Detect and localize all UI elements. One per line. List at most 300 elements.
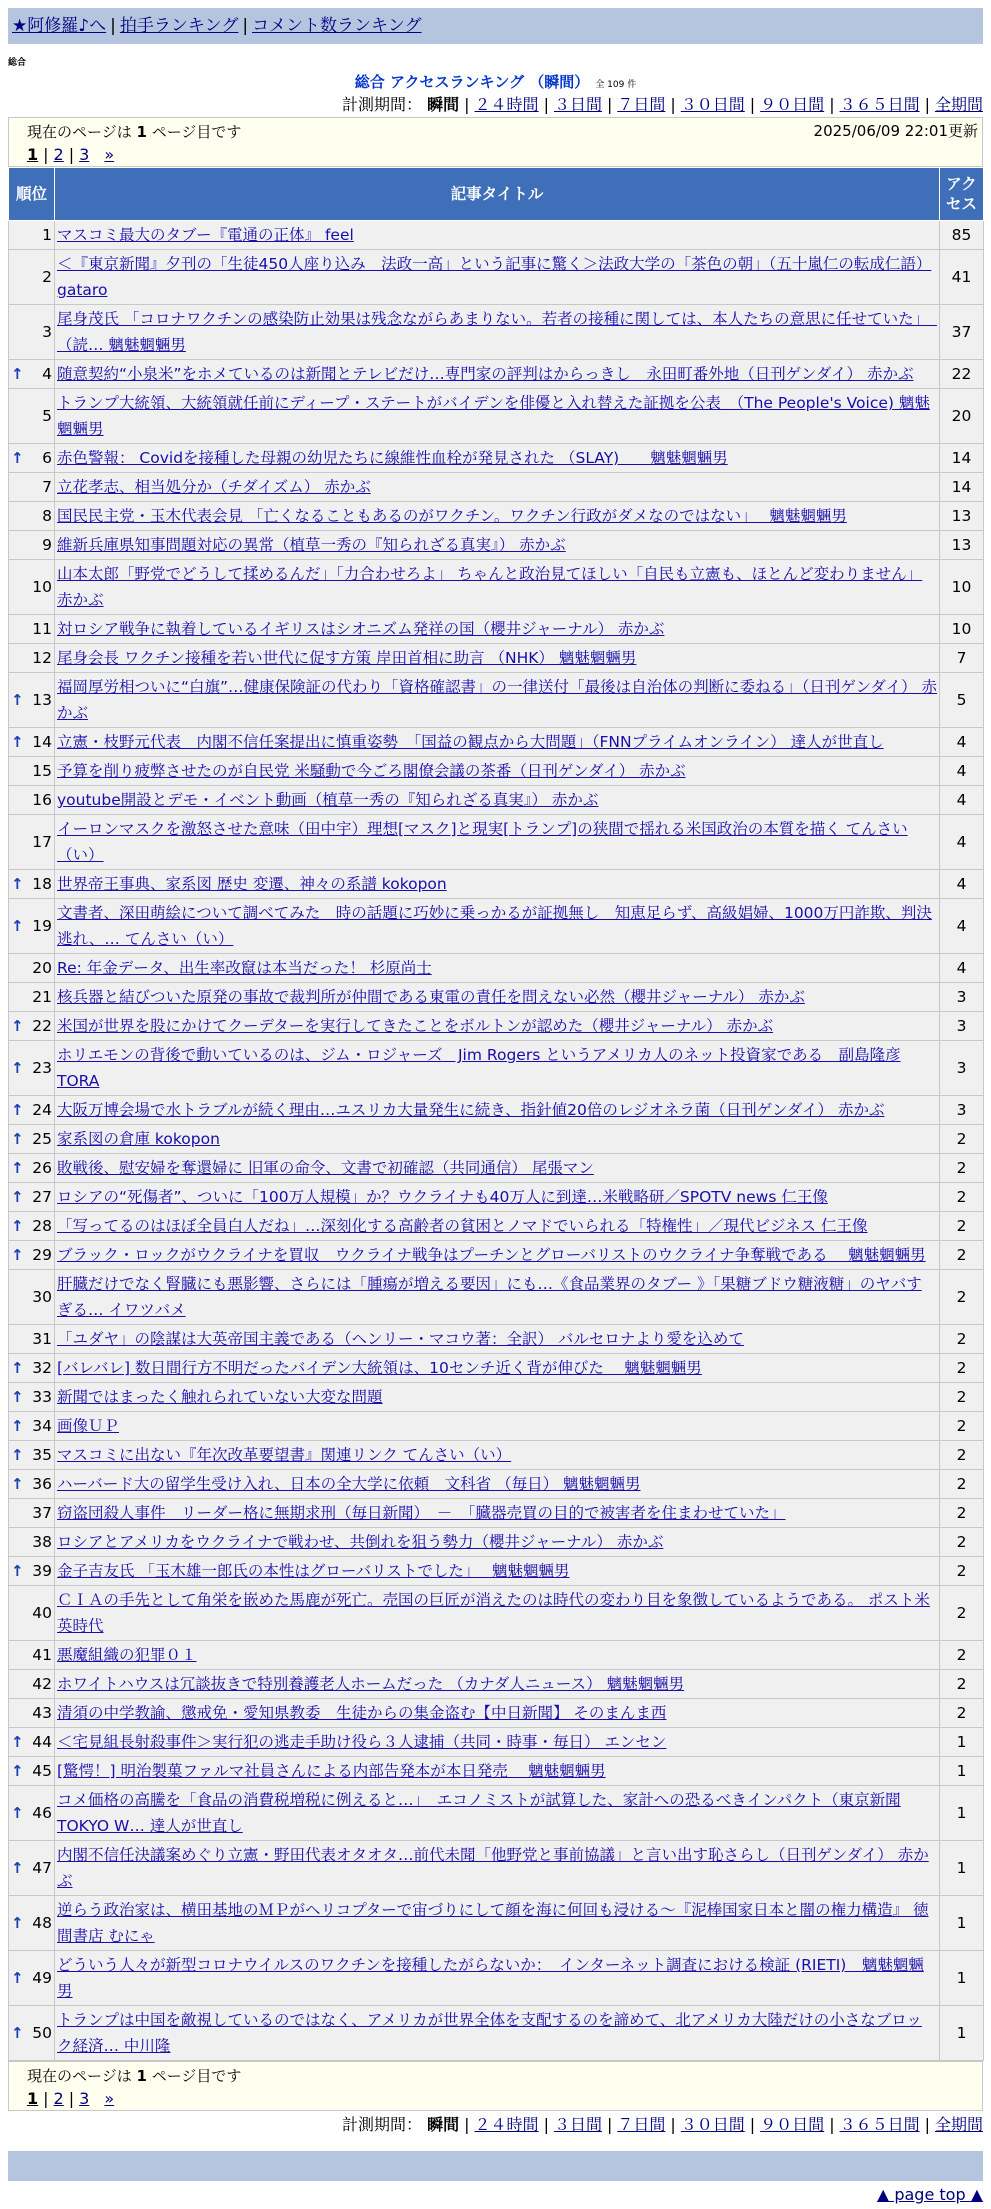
rank-number: 5 (42, 407, 52, 425)
access-count: 2 (940, 1412, 984, 1441)
rank-number: 21 (32, 988, 52, 1006)
rank-number: 23 (32, 1059, 52, 1077)
rank-up-arrow-icon: ↑ (11, 1188, 24, 1206)
table-row (9, 899, 984, 954)
table-row (9, 1499, 984, 1528)
article-link[interactable]: 文書者、深田萌絵について調べてみた 時の話題に巧妙に乗っかるが証拠無し 知恵足らず、高級娼婦、1000万円詐欺、判決逃れ、… てんさい（い） (57, 904, 932, 948)
title-cell (55, 1325, 940, 1354)
table-row (9, 473, 984, 502)
article-link[interactable]: ロシアとアメリカをウクライナで戦わせ、共倒れを狙う勢力（櫻井ジャーナル） 赤かぶ (57, 1533, 664, 1551)
period-365d[interactable]: ３６５日間 (839, 95, 920, 114)
nav-separator: | (242, 16, 249, 36)
top-nav (8, 8, 983, 44)
page-top-link[interactable]: ▲ page top ▲ (876, 2185, 983, 2204)
article-link[interactable]: 肝臓だけでなく腎臓にも悪影響、さらには「腫瘍が増える要因」にも…《食品業界のタブー 》「果糖ブドウ糖液糖」のヤバすぎる… イワツバメ (57, 1275, 922, 1319)
article-link[interactable]: イーロンマスクを激怒させた意味（田中宇）理想[マスク]と現実[トランプ]の狭間で揺れる米国政治の本質を描く てんさい（い） (57, 820, 908, 864)
rank-number: 12 (32, 649, 52, 667)
period-24h[interactable]: ２４時間 (474, 2115, 539, 2134)
table-row (9, 954, 984, 983)
rank-up-arrow-icon: ↑ (11, 1762, 24, 1780)
rank-cell (9, 473, 55, 502)
article-link[interactable]: 金子吉友氏 「玉木雄一郎氏の本性はグローバリストでした」 魑魅魍魎男 (57, 1562, 570, 1580)
rank-up-arrow-icon: ↑ (11, 1562, 24, 1580)
rank-number: 28 (32, 1217, 52, 1235)
article-link[interactable]: [驚愕！] 明治製菓ファルマ社員さんによる内部告発本が本日発売 魑魅魍魎男 (57, 1762, 606, 1780)
rank-number: 35 (32, 1446, 52, 1464)
title-cell (55, 1383, 940, 1412)
article-link[interactable]: 窃盗団殺人事件 リーダー格に無期求刑（毎日新聞） － 「臓器売買の目的で被害者を住まわせていた」 (57, 1504, 786, 1522)
access-count: 4 (940, 815, 984, 870)
period-all[interactable]: 全期間 (934, 95, 983, 114)
title-cell (55, 1786, 940, 1841)
table-row (9, 1441, 984, 1470)
article-link[interactable]: ホワイトハウスは冗談抜きで特別養護老人ホームだった （カナダ人ニュース） 魑魅魍魎男 (57, 1675, 685, 1693)
title-cell (55, 502, 940, 531)
rank-cell (9, 1183, 55, 1212)
article-link[interactable]: 随意契約“小泉米”をホメているのは新聞とテレビだけ…専門家の評判はからっきし 永田町番外地（日刊ゲンダイ） 赤かぶ (57, 365, 914, 383)
article-link[interactable]: 核兵器と結びついた原発の事故で裁判所が仲間である東電の責任を問えない必然（櫻井ジャーナル） 赤かぶ (57, 988, 805, 1006)
article-link[interactable]: ＜宅見組長射殺事件＞実行犯の逃走手助け役ら３人逮捕（共同・時事・毎日） エンセン (57, 1733, 667, 1751)
title-cell (55, 389, 940, 444)
table-header (9, 168, 984, 221)
title-cell (55, 1096, 940, 1125)
title-cell (55, 870, 940, 899)
comment-ranking-link[interactable]: コメント数ランキング (252, 16, 422, 36)
rank-number: 39 (32, 1562, 52, 1580)
table-row (9, 1154, 984, 1183)
title-cell (55, 444, 940, 473)
access-count: 2 (940, 1528, 984, 1557)
title-cell (55, 1354, 940, 1383)
rank-up-arrow-icon: ↑ (11, 1859, 24, 1877)
rank-cell (9, 644, 55, 673)
article-link[interactable]: 尾身会長 ワクチン接種を若い世代に促す方策 岸田首相に助言 （NHK） 魑魅魍魎男 (57, 649, 637, 667)
rank-cell (9, 360, 55, 389)
rank-number: 44 (32, 1733, 52, 1751)
period-all[interactable]: 全期間 (934, 2115, 983, 2134)
page-top-container (8, 2181, 983, 2209)
table-row (9, 1951, 984, 2006)
article-link[interactable]: 立花孝志、相当処分か（チダイズム） 赤かぶ (57, 478, 371, 496)
rank-number: 10 (32, 578, 52, 596)
article-link[interactable]: [バレバレ] 数日間行方不明だったバイデン大統領は、10センチ近く背が伸びた 魑魅魍魎男 (57, 1359, 702, 1377)
article-link[interactable]: マスコミ最大のタブー『電通の正体』 feel (57, 226, 354, 244)
article-link[interactable]: 悪魔組織の犯罪０１ (57, 1646, 197, 1664)
rank-cell (9, 444, 55, 473)
article-link[interactable]: ホリエモンの背後で動いているのは、ジム・ロジャーズ Jim Rogers というアメリカ人のネット投資家である 副島隆彦 TORA (57, 1046, 901, 1090)
table-row (9, 389, 984, 444)
access-count: 2 (940, 1383, 984, 1412)
rank-cell (9, 1241, 55, 1270)
rank-cell (9, 1557, 55, 1586)
rank-number: 1 (42, 226, 52, 244)
article-link[interactable]: 赤色警報： Covidを接種した母親の幼児たちに線維性血栓が発見された （SLAY) 魑魅魍魎男 (57, 449, 728, 467)
rank-cell (9, 728, 55, 757)
access-count: 3 (940, 983, 984, 1012)
access-count: 2 (940, 1557, 984, 1586)
table-row (9, 1757, 984, 1786)
table-row (9, 1383, 984, 1412)
rank-number: 49 (32, 1969, 52, 1987)
title-cell (55, 1586, 940, 1641)
rank-up-arrow-icon: ↑ (11, 1388, 24, 1406)
rank-cell (9, 1412, 55, 1441)
table-row (9, 615, 984, 644)
access-count: 2 (940, 1441, 984, 1470)
page-title (8, 71, 983, 93)
access-count: 41 (940, 250, 984, 305)
rank-number: 32 (32, 1359, 52, 1377)
rank-up-arrow-icon: ↑ (11, 2024, 24, 2042)
table-row (9, 1354, 984, 1383)
article-link[interactable]: ＜『東京新聞』夕刊の「生徒450人座り込み 法政一高」という記事に驚く＞法政大学の「茶色の朝」（五十嵐仁の転成仁語） gataro (57, 255, 932, 299)
access-count: 2 (940, 1670, 984, 1699)
table-row (9, 250, 984, 305)
title-cell (55, 954, 940, 983)
article-link[interactable]: 内閣不信任決議案めぐり立憲・野田代表オタオタ…前代未聞「他野党と事前協議」と言い出す恥さらし（日刊ゲンダイ） 赤かぶ (57, 1846, 929, 1890)
access-count: 1 (940, 2006, 984, 2061)
rank-cell (9, 1354, 55, 1383)
table-row (9, 560, 984, 615)
rank-cell (9, 1096, 55, 1125)
rank-number: 45 (32, 1762, 52, 1780)
article-link[interactable]: ロシアの“死傷者”、ついに「100万人規模」か？ウクライナも40万人に到達…米戦略研／SPOTV news 仁王像 (57, 1188, 828, 1206)
rank-up-arrow-icon: ↑ (11, 1130, 24, 1148)
title-cell (55, 473, 940, 502)
rank-number: 8 (42, 507, 52, 525)
article-link[interactable]: 米国が世界を股にかけてクーデターを実行してきたことをボルトンが認めた（櫻井ジャーナル） 赤かぶ (57, 1017, 774, 1035)
page-link-2[interactable]: 2 (53, 2089, 64, 2108)
access-count: 22 (940, 360, 984, 389)
article-link[interactable]: 維新兵庫県知事問題対応の異常（植草一秀の『知られざる真実』） 赤かぶ (57, 536, 566, 554)
article-link[interactable]: 「ユダヤ」の陰謀は大英帝国主義である（ヘンリー・マコウ著：全訳） バルセロナより愛を込めて (57, 1330, 744, 1348)
table-row (9, 1896, 984, 1951)
title-cell (55, 1699, 940, 1728)
rank-up-arrow-icon: ↑ (11, 1246, 24, 1264)
article-link[interactable]: 新聞ではまったく触れられていない大変な問題 (57, 1388, 383, 1406)
access-count: 2 (940, 1470, 984, 1499)
title-cell (55, 1441, 940, 1470)
rank-cell (9, 1041, 55, 1096)
title-cell (55, 673, 940, 728)
table-row (9, 2006, 984, 2061)
home-link[interactable]: ★阿修羅♪へ (12, 16, 107, 36)
title-cell (55, 1841, 940, 1896)
rank-number: 13 (32, 691, 52, 709)
article-link[interactable]: ハーバード大の留学生受け入れ、日本の全大学に依頼 文科省 （毎日） 魑魅魍魎男 (57, 1475, 641, 1493)
ranking-body (9, 221, 984, 2061)
rank-number: 11 (32, 620, 52, 638)
rank-cell (9, 560, 55, 615)
table-row (9, 1096, 984, 1125)
period-90d[interactable]: ９０日間 (760, 2115, 825, 2134)
access-count: 1 (940, 1757, 984, 1786)
rank-up-arrow-icon: ↑ (11, 1159, 24, 1177)
nav-separator: | (110, 16, 116, 36)
page (8, 8, 983, 2209)
period-3d[interactable]: ３日間 (553, 95, 602, 114)
pager-top (8, 117, 983, 167)
table-row (9, 673, 984, 728)
access-count: 20 (940, 389, 984, 444)
rank-cell (9, 615, 55, 644)
rank-up-arrow-icon: ↑ (11, 733, 24, 751)
rank-cell (9, 389, 55, 444)
header-title: 記事タイトル (55, 168, 940, 221)
rank-number: 41 (32, 1646, 52, 1664)
pager-bottom (8, 2061, 983, 2111)
rank-number: 37 (32, 1504, 52, 1522)
header-rank: 順位 (9, 168, 55, 221)
article-link[interactable]: 敗戦後、慰安婦を奪還婦に 旧軍の命令、文書で初確認（共同通信） 尾張マン (57, 1159, 594, 1177)
period-current: 瞬間 (427, 95, 460, 114)
table-row (9, 1270, 984, 1325)
rank-cell (9, 983, 55, 1012)
table-row (9, 502, 984, 531)
title-cell (55, 1412, 940, 1441)
footer-bar (8, 2151, 983, 2181)
rank-number: 42 (32, 1675, 52, 1693)
rank-up-arrow-icon: ↑ (11, 1359, 24, 1377)
period-current: 瞬間 (427, 2115, 460, 2134)
access-count: 2 (940, 1499, 984, 1528)
rank-up-arrow-icon: ↑ (11, 917, 24, 935)
rank-cell (9, 673, 55, 728)
access-count: 2 (940, 1325, 984, 1354)
access-count: 2 (940, 1212, 984, 1241)
rank-cell (9, 1699, 55, 1728)
header-access: アクセス (940, 168, 984, 221)
title-cell (55, 1212, 940, 1241)
rank-number: 3 (42, 323, 52, 341)
period-365d[interactable]: ３６５日間 (839, 2115, 920, 2134)
rank-cell (9, 1154, 55, 1183)
title-cell (55, 305, 940, 360)
article-link[interactable]: マスコミに出ない『年次改革要望書』関連リンク てんさい（い） (57, 1446, 512, 1464)
rank-number: 26 (32, 1159, 52, 1177)
rank-cell (9, 1757, 55, 1786)
access-count: 2 (940, 1241, 984, 1270)
rank-number: 36 (32, 1475, 52, 1493)
rank-cell (9, 531, 55, 560)
access-count: 2 (940, 1270, 984, 1325)
article-link[interactable]: 「写ってるのはほぼ全員白人だね」…深刻化する高齢者の貧困とノマドでいられる「特権性」／現代ビジネス 仁王像 (57, 1217, 868, 1235)
page-link-2[interactable]: 2 (53, 145, 64, 164)
article-link[interactable]: 対ロシア戦争に執着しているイギリスはシオニズム発祥の国（櫻井ジャーナル） 赤かぶ (57, 620, 665, 638)
period-7d[interactable]: ７日間 (617, 95, 666, 114)
access-count: 7 (940, 644, 984, 673)
table-row (9, 1125, 984, 1154)
rank-cell (9, 1951, 55, 2006)
rank-cell (9, 1586, 55, 1641)
table-row (9, 444, 984, 473)
title-cell (55, 560, 940, 615)
article-link[interactable]: 立憲・枝野元代表 内閣不信任案提出に慎重姿勢 「国益の観点から大問題」（FNNプライムオンライン） 達人が世直し (57, 733, 884, 751)
rank-number: 27 (32, 1188, 52, 1206)
table-row (9, 221, 984, 250)
article-link[interactable]: コメ価格の高騰を「食品の消費税増税に例えると…」 エコノミストが試算した、家計への恐るべきインパクト（東京新聞 TOKYO W… 達人が世直し (57, 1791, 901, 1835)
access-count: 2 (940, 1125, 984, 1154)
table-row (9, 1212, 984, 1241)
rank-cell (9, 1670, 55, 1699)
rank-up-arrow-icon: ↑ (11, 1217, 24, 1235)
rank-number: 20 (32, 959, 52, 977)
article-link[interactable]: 逆らう政治家は、横田基地のＭＰがヘリコプターで宙づりにして顔を海に何回も浸ける～『泥棒国家日本と闇の権力構造』 徳間書店 むにゃ (57, 1901, 929, 1945)
rank-number: 43 (32, 1704, 52, 1722)
article-link[interactable]: トランプは中国を敵視しているのではなく、アメリカが世界全体を支配するのを諦めて、北アメリカ大陸だけの小さなブロック経済… 中川隆 (57, 2011, 922, 2055)
article-link[interactable]: トランプ大統領、大統領就任前にディープ・ステートがバイデンを俳優と入れ替えた証拠を公表 （The People's Voice) 魑魅魍魎男 (57, 394, 930, 438)
total-count: 全 109 件 (595, 80, 637, 90)
rank-up-arrow-icon: ↑ (11, 1101, 24, 1119)
title-cell (55, 1183, 940, 1212)
rank-cell (9, 250, 55, 305)
rank-number: 34 (32, 1417, 52, 1435)
rank-up-arrow-icon: ↑ (11, 1417, 24, 1435)
rank-cell (9, 1270, 55, 1325)
table-row (9, 1325, 984, 1354)
rank-number: 6 (42, 449, 52, 467)
article-link[interactable]: 世界帝王事典、家系図 歴史 変遷、神々の系譜 kokopon (57, 875, 447, 893)
period-label: 計測期間： (342, 95, 423, 114)
current-page-text: 現在のページは 1 ページ目です (27, 2067, 242, 2085)
rank-cell (9, 1470, 55, 1499)
title-cell (55, 1125, 940, 1154)
title-cell (55, 1951, 940, 2006)
article-link[interactable]: どういう人々が新型コロナウイルスのワクチンを接種したがらないか： インターネット調査における検証 (RIETI) 魑魅魍魎男 (57, 1956, 924, 2000)
rank-number: 24 (32, 1101, 52, 1119)
title-cell (55, 2006, 940, 2061)
title-cell (55, 531, 940, 560)
rank-up-arrow-icon: ↑ (11, 691, 24, 709)
article-link[interactable]: youtube開設とデモ・イベント動画（植草一秀の『知られざる真実』） 赤かぶ (57, 791, 599, 809)
title-cell (55, 1528, 940, 1557)
table-row (9, 983, 984, 1012)
rank-number: 25 (32, 1130, 52, 1148)
period-30d[interactable]: ３０日間 (680, 95, 745, 114)
period-label: 計測期間： (342, 2115, 423, 2134)
rank-cell (9, 1896, 55, 1951)
access-count: 1 (940, 1951, 984, 2006)
access-count: 10 (940, 615, 984, 644)
article-link[interactable]: 清須の中学教諭、懲戒免・愛知県教委 生徒からの集金盗む【中日新聞】 そのまんま西 (57, 1704, 667, 1722)
rank-cell (9, 1728, 55, 1757)
applause-ranking-link[interactable]: 拍手ランキング (119, 16, 239, 36)
title-cell (55, 983, 940, 1012)
page-link-1: 1 (27, 145, 39, 164)
table-row (9, 1728, 984, 1757)
page-link-1: 1 (27, 2089, 39, 2108)
rank-cell (9, 1499, 55, 1528)
rank-up-arrow-icon: ↑ (11, 1059, 24, 1077)
access-count: 4 (940, 954, 984, 983)
article-link[interactable]: 画像ＵＰ (57, 1417, 120, 1435)
table-row (9, 305, 984, 360)
rank-number: 7 (42, 478, 52, 496)
rank-up-arrow-icon: ↑ (11, 1446, 24, 1464)
table-row (9, 757, 984, 786)
title-cell (55, 1499, 940, 1528)
rank-up-arrow-icon: ↑ (11, 1017, 24, 1035)
page-link-3[interactable]: 3 (79, 2089, 90, 2108)
page-link-next[interactable]: » (104, 145, 115, 164)
access-count: 1 (940, 1786, 984, 1841)
access-count: 3 (940, 1041, 984, 1096)
title-cell (55, 1154, 940, 1183)
title-cell (55, 1241, 940, 1270)
rank-number: 15 (32, 762, 52, 780)
title-cell (55, 1896, 940, 1951)
access-count: 10 (940, 560, 984, 615)
title-cell (55, 1270, 940, 1325)
title-cell (55, 1641, 940, 1670)
rank-up-arrow-icon: ↑ (11, 875, 24, 893)
title-cell (55, 250, 940, 305)
article-link[interactable]: ブラック・ロックがウクライナを買収 ウクライナ戦争はプーチンとグローバリストのウクライナ争奪戦である 魑魅魍魎男 (57, 1246, 926, 1264)
period-3d[interactable]: ３日間 (553, 2115, 602, 2134)
rank-number: 22 (32, 1017, 52, 1035)
table-row (9, 1641, 984, 1670)
rank-cell (9, 1528, 55, 1557)
article-link[interactable]: 尾身茂氏 「コロナワクチンの感染防止効果は残念ながらあまりない。若者の接種に関しては、本人たちの意思に任せていた」 （読… 魑魅魍魎男 (57, 310, 937, 354)
article-link[interactable]: 国民民主党・玉木代表会見 「亡くなることもあるのがワクチン。ワクチン行政がダメなのではない」 魑魅魍魎男 (57, 507, 847, 525)
rank-cell (9, 899, 55, 954)
article-link[interactable]: Re: 年金データ、出生率改竄は本当だった！ 杉原尚士 (57, 959, 432, 977)
title-cell (55, 1470, 940, 1499)
rank-number: 19 (32, 917, 52, 935)
article-link[interactable]: 予算を削り疲弊させたのが自民党 米騒動で今ごろ閣僚会議の茶番（日刊ゲンダイ） 赤かぶ (57, 762, 686, 780)
period-7d[interactable]: ７日間 (617, 2115, 666, 2134)
article-link[interactable]: 家系図の倉庫 kokopon (57, 1130, 220, 1148)
access-count: 1 (940, 1728, 984, 1757)
rank-cell (9, 502, 55, 531)
period-90d[interactable]: ９０日間 (760, 95, 825, 114)
access-count: 13 (940, 502, 984, 531)
access-count: 4 (940, 728, 984, 757)
updated-timestamp: 2025/06/09 22:01更新 (813, 122, 978, 140)
access-count: 85 (940, 221, 984, 250)
article-link[interactable]: ＣＩＡの手先として角栄を嵌めた馬鹿が死亡。売国の巨匠が消えたのは時代の変わり目を象徴しているようである。 ポスト米英時代 (57, 1591, 930, 1635)
rank-number: 29 (32, 1246, 52, 1264)
article-link[interactable]: 福岡厚労相ついに“白旗”…健康保険証の代わり「資格確認書」の一律送付「最後は自治体の判断に委ねる」（日刊ゲンダイ） 赤かぶ (57, 678, 938, 722)
rank-cell (9, 1125, 55, 1154)
access-count: 5 (940, 673, 984, 728)
page-link-3[interactable]: 3 (79, 145, 90, 164)
access-count: 2 (940, 1183, 984, 1212)
rank-number: 40 (32, 1604, 52, 1622)
table-row (9, 1041, 984, 1096)
article-link[interactable]: 山本太郎「野党でどうして揉めるんだ」「力合わせろよ」 ちゃんと政治見てほしい「自民も立憲も、ほとんど変わりません」 赤かぶ (57, 565, 923, 609)
title-cell (55, 1757, 940, 1786)
period-30d[interactable]: ３０日間 (680, 2115, 745, 2134)
table-row (9, 531, 984, 560)
table-row (9, 360, 984, 389)
page-link-next[interactable]: » (104, 2089, 115, 2108)
access-count: 4 (940, 786, 984, 815)
table-row (9, 1012, 984, 1041)
access-count: 2 (940, 1699, 984, 1728)
rank-number: 48 (32, 1914, 52, 1932)
rank-cell (9, 1212, 55, 1241)
rank-cell (9, 870, 55, 899)
period-24h[interactable]: ２４時間 (474, 95, 539, 114)
title-cell (55, 1557, 940, 1586)
rank-cell (9, 1441, 55, 1470)
table-row (9, 1586, 984, 1641)
period-selector-bottom: 計測期間： 瞬間 | ２４時間 | ３日間 | ７日間 | ３０日間 | ９０日間 | ３６５日間 | 全期間 (342, 2115, 983, 2134)
article-link[interactable]: 大阪万博会場で水トラブルが続く理由…ユスリカ大量発生に続き、指針値20倍のレジオネラ菌（日刊ゲンダイ） 赤かぶ (57, 1101, 885, 1119)
title-cell (55, 786, 940, 815)
table-row (9, 1528, 984, 1557)
